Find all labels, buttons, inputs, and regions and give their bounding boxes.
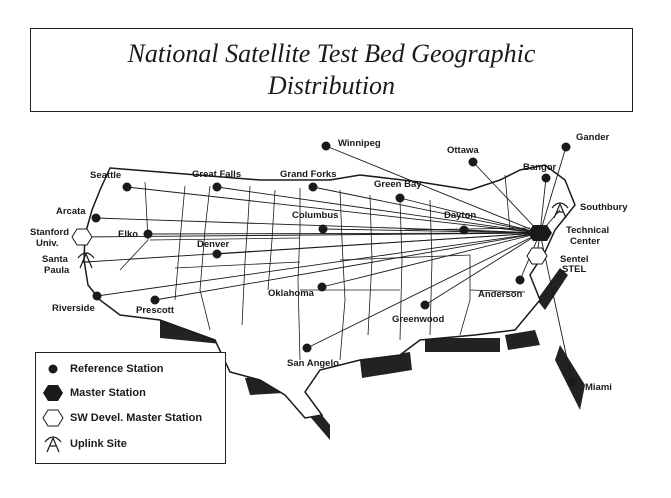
title-line-2: Distribution xyxy=(267,71,396,100)
label-denver: Denver xyxy=(197,239,230,250)
station-columbus xyxy=(319,225,328,234)
station-dayton xyxy=(460,226,469,235)
stanford-sw-master-station xyxy=(72,229,92,245)
label-seattle: Seattle xyxy=(90,170,122,181)
legend-master-label: Master Station xyxy=(70,387,146,399)
station-san-angelo xyxy=(303,344,312,353)
label-anderson: Anderson xyxy=(478,289,523,300)
label-winnipeg: Winnipeg xyxy=(338,138,381,149)
station-bangor xyxy=(542,174,551,183)
label-great-falls: Great Falls xyxy=(192,169,242,180)
label-gander: Gander xyxy=(576,132,610,143)
legend-row-sw-devel xyxy=(36,407,202,429)
legend-row-reference xyxy=(36,358,164,380)
label-green-bay: Green Bay xyxy=(374,179,422,190)
label-elko: Elko xyxy=(118,229,139,240)
uplink-site-icon xyxy=(36,434,70,454)
station-seattle xyxy=(123,183,132,192)
label-san-angelo: San Angelo xyxy=(287,358,339,369)
label-santa-paula-1: Santa xyxy=(42,254,68,265)
station-green-bay xyxy=(396,194,405,203)
label-southbury: Southbury xyxy=(580,202,628,213)
station-miami xyxy=(568,378,577,387)
label-oklahoma: Oklahoma xyxy=(268,288,314,299)
sw-devel-master-station-icon xyxy=(36,409,70,427)
title-line-1: National Satellite Test Bed Geographic xyxy=(127,39,536,68)
label-arcata: Arcata xyxy=(56,206,86,217)
label-sentel: Sentel xyxy=(560,254,589,265)
station-ottawa xyxy=(469,158,478,167)
label-stel: STEL xyxy=(562,264,587,275)
label-technical-2: Center xyxy=(570,236,601,247)
legend xyxy=(35,352,226,464)
label-prescott: Prescott xyxy=(136,305,175,316)
station-riverside xyxy=(93,292,102,301)
sentel-sw-master-station xyxy=(527,248,547,264)
legend-row-uplink xyxy=(36,433,127,455)
label-technical-1: Technical xyxy=(566,225,610,236)
legend-row-master xyxy=(36,382,146,404)
station-great-falls xyxy=(213,183,222,192)
station-prescott xyxy=(151,296,160,305)
station-arcata xyxy=(92,214,101,223)
station-denver xyxy=(213,250,222,259)
station-elko xyxy=(144,230,153,239)
legend-uplink-label: Uplink Site xyxy=(70,438,127,450)
station-winnipeg xyxy=(322,142,331,151)
technical-center-master-station xyxy=(528,225,552,241)
label-stanford-2: Univ. xyxy=(36,238,59,249)
legend-sw-devel-label: SW Devel. Master Station xyxy=(70,412,203,424)
label-greenwood: Greenwood xyxy=(392,314,445,325)
label-stanford-1: Stanford xyxy=(30,227,70,238)
label-dayton: Dayton xyxy=(444,210,477,221)
label-ottawa: Ottawa xyxy=(447,145,479,156)
legend-reference-label: Reference Station xyxy=(70,363,164,375)
label-columbus: Columbus xyxy=(292,210,339,221)
master-station-icon xyxy=(36,384,70,402)
reference-station-icon xyxy=(36,363,70,375)
label-miami: Miami xyxy=(585,382,612,393)
station-oklahoma xyxy=(318,283,327,292)
station-anderson xyxy=(516,276,525,285)
label-santa-paula-2: Paula xyxy=(44,265,70,276)
station-greenwood xyxy=(421,301,430,310)
station-grand-forks xyxy=(309,183,318,192)
label-grand-forks: Grand Forks xyxy=(280,169,337,180)
label-riverside: Riverside xyxy=(52,303,95,314)
label-bangor: Bangor xyxy=(523,162,557,173)
station-gander xyxy=(562,143,571,152)
